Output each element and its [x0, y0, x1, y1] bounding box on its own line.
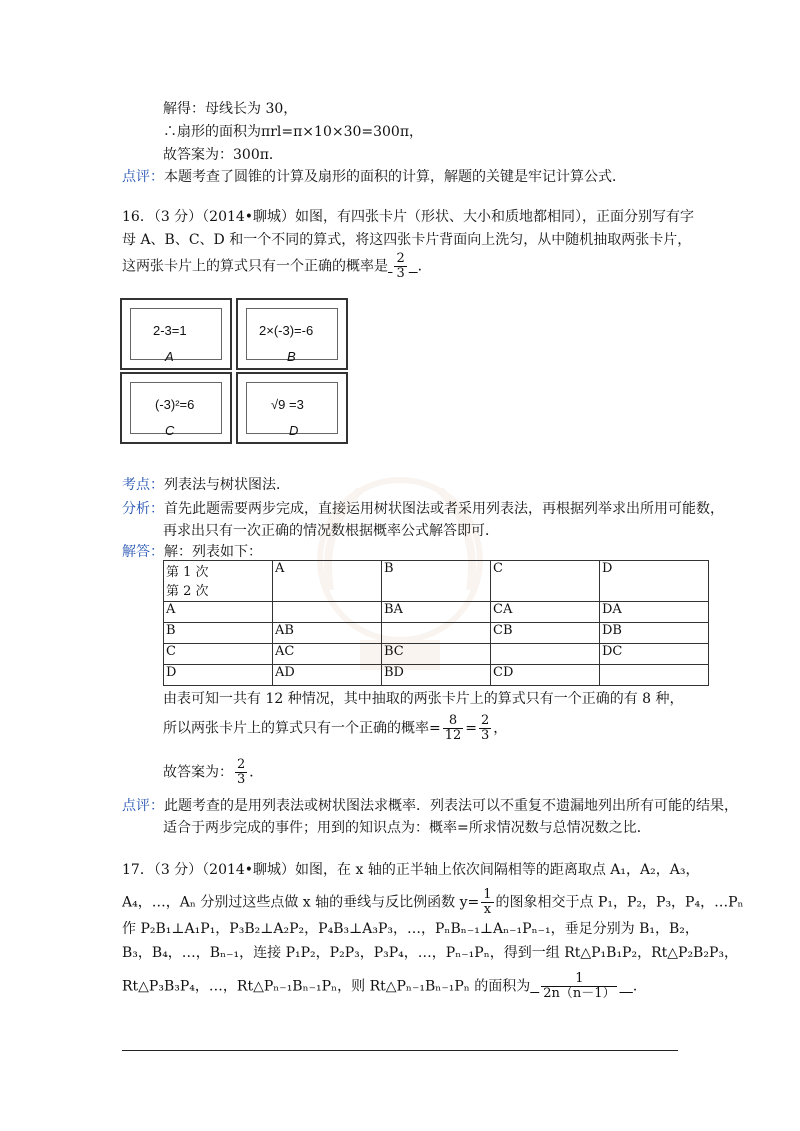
q17-line5: Rt△P₃B₃P₄，…，Rt△Pₙ₋₁Bₙ₋₁Pₙ，则 Rt△Pₙ₋₁Bₙ₋₁Pₙ 的面积为 $\frac{1}{2n(n-1)}$ ．	[122, 971, 647, 1001]
q17-line3: 作 P₂B₁⊥A₁P₁，P₃B₂⊥A₂P₂，P₄B₃⊥A₃P₃，…，PₙBₙ₋₁⊥Aₙ₋₁Pₙ₋₁，垂足分别为 B₁，B₂，	[122, 921, 699, 937]
table-cell	[273, 602, 382, 623]
prob-fraction-2: $\frac{2}{3}$	[481, 713, 490, 743]
card-c-expr: (-3)²=6	[155, 397, 195, 412]
q17-line1: 17．（3 分）（2014•聊城）如图，在 x 轴的正半轴上依次间隔相等的距离取点 A₁，A₂，A₃，	[122, 862, 700, 878]
card-d-letter: D	[289, 423, 299, 438]
q16-result1: 由表可知一共有 12 种情况，其中抽取的两张卡片上的算式只有一个正确的有 8 种，	[163, 691, 684, 707]
table-cell	[600, 665, 709, 686]
table-cell: CB	[491, 623, 600, 644]
table-header: C	[491, 561, 600, 602]
q16-jieda: 解答：解：列表如下：	[122, 544, 262, 560]
prob-fraction-1: $\frac{8}{12}$	[444, 713, 462, 743]
page-bottom-rule	[122, 1050, 678, 1051]
card-c	[120, 372, 232, 444]
table-cell: CD	[491, 665, 600, 686]
table-cell: DA	[600, 602, 709, 623]
q16-dianping2: 适合于两步完成的事件；用到的知识点为：概率=所求情况数与总情况数之比．	[163, 820, 651, 836]
table-cell	[382, 623, 491, 644]
prev-solution-line2: ∴扇形的面积为πrl=π×10×30=300π，	[163, 124, 424, 140]
table-corner: 第 1 次 第 2 次	[164, 561, 273, 602]
answer-fraction: $\frac{2}{3}$	[237, 757, 246, 787]
outcome-table	[163, 560, 709, 686]
q16-kaodian: 考点：列表法与树状图法．	[122, 477, 290, 493]
table-cell: DB	[600, 623, 709, 644]
table-cell: D	[164, 665, 273, 686]
q17-line4: B₃，B₄，…，Bₙ₋₁，连接 P₁P₂，P₂P₃，P₃P₄，…，Pₙ₋₁Pₙ，得到一组 Rt△P₁B₁P₂，Rt△P₂B₂P₃，	[122, 945, 738, 961]
card-c-letter: C	[165, 423, 175, 438]
table-cell: AB	[273, 623, 382, 644]
q16-answer-fraction: $\frac{2}{3}$	[396, 251, 405, 281]
card-d	[236, 372, 348, 444]
table-header: B	[382, 561, 491, 602]
prev-solution-line3: 故答案为：300π．	[163, 147, 283, 163]
q16-line2: 母 A、B、C、D 和一个不同的算式，将这四张卡片背面向上洗匀，从中随机抽取两张卡片，	[122, 232, 692, 248]
table-cell: AC	[273, 644, 382, 665]
q16-line1: 16．（3 分）（2014•聊城）如图，有四张卡片（形状、大小和质地都相同），正面分别写有字	[122, 209, 695, 225]
table-cell: DC	[600, 644, 709, 665]
q16-fenxi: 分析：首先此题需要两步完成，直接运用树状图法或者采用列表法，再根据列举求出所用可能数，	[122, 501, 724, 517]
q16-result2: 所以两张卡片上的算式只有一个正确的概率= $\frac{8}{12}$ = $\frac{2}{3}$ ，	[163, 713, 508, 743]
table-row	[164, 644, 709, 665]
q16-dianping: 点评：此题考查的是用列表法或树状图法求概率．列表法可以不重复不遗漏地列出所有可能的结果，	[122, 798, 738, 814]
table-cell: B	[164, 623, 273, 644]
prev-comment-text: 本题考查了圆锥的计算及扇形的面积的计算，解题的关键是牢记计算公式．	[164, 169, 626, 185]
prev-comment	[122, 168, 626, 186]
card-a-letter: A	[165, 349, 174, 364]
card-d-expr: √9 =3	[271, 397, 304, 412]
q16-answer: 故答案为： $\frac{2}{3}$ ．	[163, 757, 264, 787]
table-header: A	[273, 561, 382, 602]
table-cell	[491, 644, 600, 665]
table-row	[164, 665, 709, 686]
q16-line3: 这两张卡片上的算式只有一个正确的概率是 $\frac{2}{3}$ ．	[122, 251, 432, 281]
table-cell: BC	[382, 644, 491, 665]
table-row	[164, 623, 709, 644]
card-a	[120, 298, 232, 370]
table-cell: BA	[382, 602, 491, 623]
table-cell: C	[164, 644, 273, 665]
table-cell: BD	[382, 665, 491, 686]
card-b-letter: B	[287, 349, 296, 364]
table-cell: A	[164, 602, 273, 623]
area-fraction: $\frac{1}{2n(n-1)}$	[543, 971, 616, 1001]
table-header: D	[600, 561, 709, 602]
card-a-expr: 2-3=1	[153, 323, 187, 338]
q16-line3-text: 这两张卡片上的算式只有一个正确的概率是	[122, 258, 388, 275]
card-b-expr: 2×(-3)=-6	[259, 323, 314, 338]
table-row	[164, 602, 709, 623]
table-cell: AD	[273, 665, 382, 686]
prev-solution-line1: 解得：母线长为 30，	[163, 101, 298, 117]
q16-fenxi2: 再求出只有一次正确的情况数根据概率公式解答即可．	[163, 523, 499, 539]
q17-line2: A₄，…，Aₙ 分别过这些点做 x 轴的垂线与反比例函数 y= $\frac{1}{x}$ 的图象相交于点 P₁，P₂，P₃，P₄，…Pₙ	[122, 887, 744, 917]
function-fraction: $\frac{1}{x}$	[483, 887, 492, 917]
prev-comment-label: 点评：	[122, 169, 164, 185]
table-row	[164, 561, 709, 602]
card-b	[236, 298, 348, 370]
table-cell: CA	[491, 602, 600, 623]
